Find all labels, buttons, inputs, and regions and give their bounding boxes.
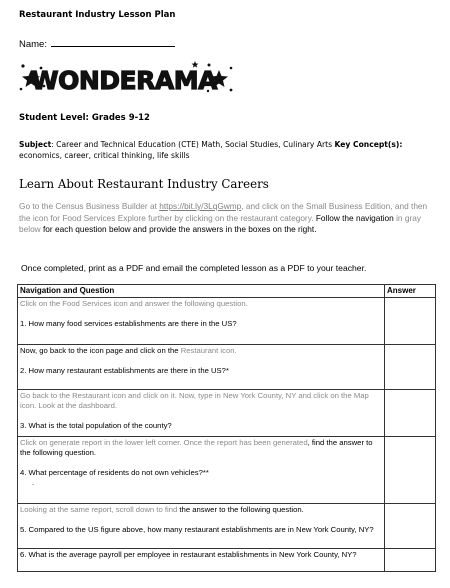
bullet-mark: . bbox=[32, 478, 35, 487]
key-concepts-text: economics, career, critical thinking, life skills bbox=[19, 151, 190, 160]
answer-box-4[interactable] bbox=[385, 437, 436, 504]
nav-instruction-3: Go back to the Restaurant icon and click on it. Now, type in New York County, NY and click on the Map icon. Look at the dashboard. bbox=[20, 391, 369, 410]
table-row bbox=[18, 390, 436, 437]
question-1: 1. How many food services establishments are there in the US? bbox=[20, 319, 237, 328]
census-business-builder-link[interactable]: https://bit.ly/3LqGwmp bbox=[159, 201, 242, 211]
table-row bbox=[18, 345, 436, 390]
instructions-part-2: , and click on the Small Business Edition, and then the icon for Food Services Explore further by clicking on the restaurant category. bbox=[19, 201, 428, 223]
name-label: Name: bbox=[19, 39, 47, 50]
answer-box-2[interactable] bbox=[385, 345, 436, 390]
navigation-column-header: Navigation and Question bbox=[18, 285, 385, 298]
nav-instruction-1: Click on the Food Services icon and answer the following question. bbox=[20, 299, 248, 308]
question-5: 5. Compared to the US figure above, how many restaurant establishments are in New York County, NY? bbox=[20, 525, 374, 534]
answer-box-3[interactable] bbox=[385, 390, 436, 437]
key-concepts-label: Key Concept(s): bbox=[334, 140, 403, 149]
table-row bbox=[18, 298, 436, 345]
document-title: Restaurant Industry Lesson Plan bbox=[19, 10, 176, 20]
name-field-row bbox=[19, 37, 175, 50]
answer-column-header: Answer bbox=[385, 285, 436, 298]
question-6: 6. What is the average payroll per employee in restaurant establishments in New York County, NY? bbox=[20, 550, 357, 559]
answer-box-6[interactable] bbox=[385, 549, 436, 572]
answer-box-5[interactable] bbox=[385, 504, 436, 549]
nav-instruction-4: Click on generate report in the lower left corner. Once the report has been generated, find the answer to the following question. bbox=[20, 438, 373, 457]
table-header-row bbox=[18, 285, 436, 298]
table-row bbox=[18, 504, 436, 549]
answer-box-1[interactable] bbox=[385, 298, 436, 345]
nav-instruction-2: Now, go back to the icon page and click on the Restaurant icon. bbox=[20, 346, 237, 355]
table-row bbox=[18, 437, 436, 504]
student-level: Student Level: Grades 9-12 bbox=[19, 113, 150, 123]
instructions-part-3: Follow the navigation bbox=[313, 212, 397, 223]
question-3: 3. What is the total population of the county? bbox=[20, 421, 172, 430]
instructions-part-4: for each question below and provide the answers in the boxes on the right. bbox=[40, 224, 317, 235]
instructions-part-1: Go to the Census Business Builder at bbox=[19, 201, 160, 211]
question-table bbox=[17, 284, 436, 572]
subject-label: Subject bbox=[19, 140, 52, 149]
table-row bbox=[18, 549, 436, 572]
name-blank-line[interactable] bbox=[51, 37, 175, 47]
subject-paragraph bbox=[19, 139, 434, 161]
logo-wordmark: WONDERAMA bbox=[31, 66, 217, 95]
section-heading: Learn About Restaurant Industry Careers bbox=[19, 177, 269, 191]
question-4: 4. What percentage of residents do not own vehicles?** bbox=[20, 468, 209, 477]
nav-instruction-5: Looking at the same report, scroll down to find the answer to the following question. bbox=[20, 505, 304, 514]
wonderama-logo bbox=[19, 60, 234, 96]
instructions-paragraph bbox=[19, 201, 437, 236]
instructions-gray-note: in gray below bbox=[19, 212, 421, 235]
question-2: 2. How many restaurant establishments are there in the US?* bbox=[20, 366, 229, 375]
completion-note: Once completed, print as a PDF and email the completed lesson as a PDF to your teacher. bbox=[21, 263, 367, 273]
subject-text: : Career and Technical Education (CTE) Math, Social Studies, Culinary Arts bbox=[51, 140, 335, 149]
